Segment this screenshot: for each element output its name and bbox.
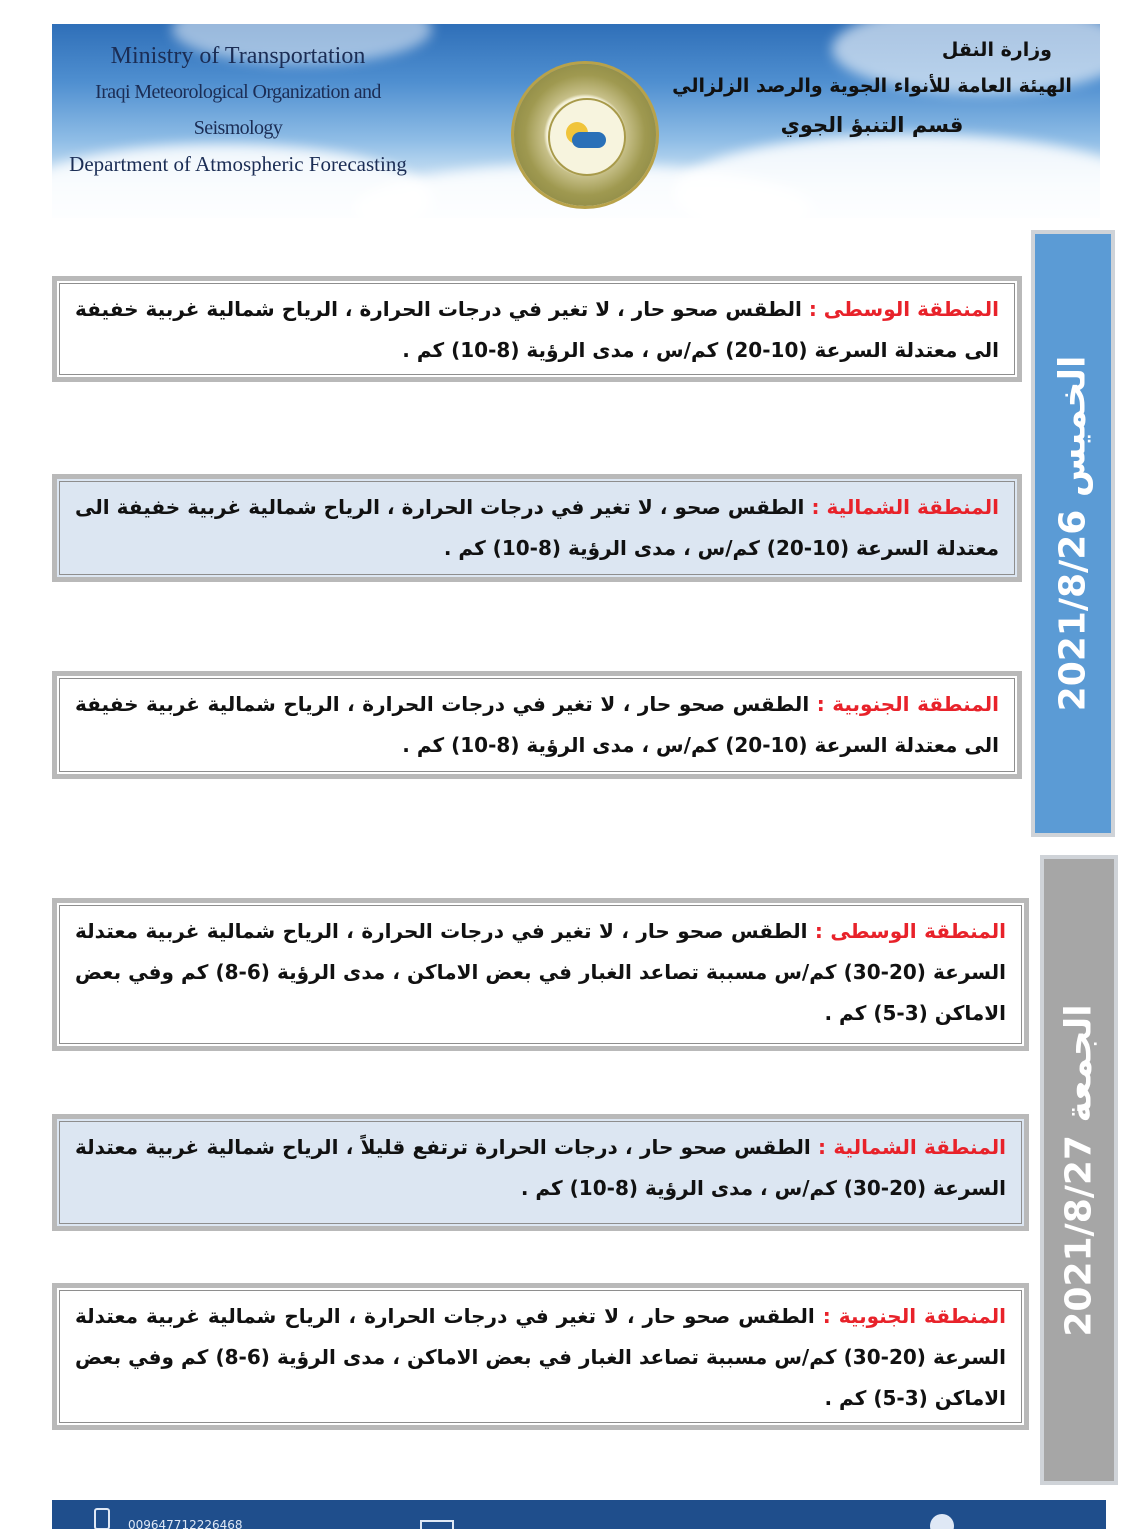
date-label: الخميس 2021/8/26 — [1052, 355, 1094, 712]
forecast-box-north — [52, 1114, 1029, 1231]
cloud-icon — [572, 132, 606, 148]
forecast-text: الطقس صحو حار ، لا تغير في درجات الحرارة ، الرياح شمالية غربية خفيفة الى معتدلة السرعة (10-20) كم/س ، مدى الرؤية (8-10) كم . — [75, 692, 999, 757]
forecast-box-central — [52, 898, 1029, 1051]
mail-icon — [420, 1520, 454, 1529]
forecast-text: الطقس صحو حار ، لا تغير في درجات الحرارة ، الرياح شمالية غربية خفيفة الى معتدلة السرعة (10-20) كم/س ، مدى الرؤية (8-10) كم . — [75, 297, 999, 362]
ministry-name-ar: وزارة النقل — [941, 39, 1052, 61]
forecast-text: الطقس صحو حار ، درجات الحرارة ترتفع قليلاً ، الرياح شمالية غربية معتدلة السرعة (20-30) كم/س ، مدى الرؤية (8-10) كم . — [75, 1135, 1006, 1200]
date-bar-thursday — [1031, 230, 1115, 837]
logo-emblem — [548, 98, 626, 176]
forecast-box-central — [52, 276, 1022, 382]
skype-icon — [930, 1514, 954, 1529]
arabic-header — [662, 32, 1082, 146]
header-banner — [52, 24, 1100, 218]
department-name-ar: قسم التنبؤ الجوي — [780, 113, 964, 137]
region-label: المنطقة الوسطى : — [808, 297, 1000, 321]
organization-name-en: Iraqi Meteorological Organization and Seismology — [95, 81, 381, 139]
organization-logo — [514, 64, 656, 206]
phone-number: 009647712226468 — [128, 1518, 243, 1529]
region-label: المنطقة الشمالية : — [818, 1135, 1006, 1159]
date-label: الجمعة 2021/8/27 — [1058, 1003, 1100, 1337]
date-bar-friday — [1040, 855, 1118, 1485]
forecast-box-south — [52, 671, 1022, 779]
forecast-box-north — [52, 474, 1022, 582]
english-header — [68, 38, 408, 182]
department-name-en: Department of Atmospheric Forecasting — [69, 152, 407, 176]
forecast-text: الطقس صحو ، لا تغير في درجات الحرارة ، الرياح شمالية غربية خفيفة الى معتدلة السرعة (10-20) كم/س ، مدى الرؤية (8-10) كم . — [75, 495, 999, 560]
forecast-text: الطقس صحو حار ، لا تغير في درجات الحرارة ، الرياح شمالية غربية معتدلة السرعة (20-30) كم/س مسببة تصاعد الغبار في بعض الاماكن ، مدى الرؤية (6-8) كم وفي بعض الاماكن (3-5) كم . — [75, 919, 1006, 1025]
region-label: المنطقة الوسطى : — [814, 919, 1007, 943]
forecast-box-south — [52, 1283, 1029, 1430]
forecast-text: الطقس صحو حار ، لا تغير في درجات الحرارة ، الرياح شمالية غربية معتدلة السرعة (20-30) كم/س مسببة تصاعد الغبار في بعض الاماكن ، مدى الرؤية (6-8) كم وفي بعض الاماكن (3-5) كم . — [75, 1304, 1006, 1410]
region-label: المنطقة الجنوبية : — [816, 692, 1000, 716]
region-label: المنطقة الشمالية : — [811, 495, 999, 519]
ministry-name-en: Ministry of Transportation — [110, 43, 366, 69]
region-label: المنطقة الجنوبية : — [822, 1304, 1007, 1328]
footer-bar — [52, 1500, 1106, 1529]
organization-name-ar: الهيئة العامة للأنواء الجوية والرصد الزلزالي — [672, 75, 1072, 97]
phone-icon — [94, 1508, 110, 1529]
